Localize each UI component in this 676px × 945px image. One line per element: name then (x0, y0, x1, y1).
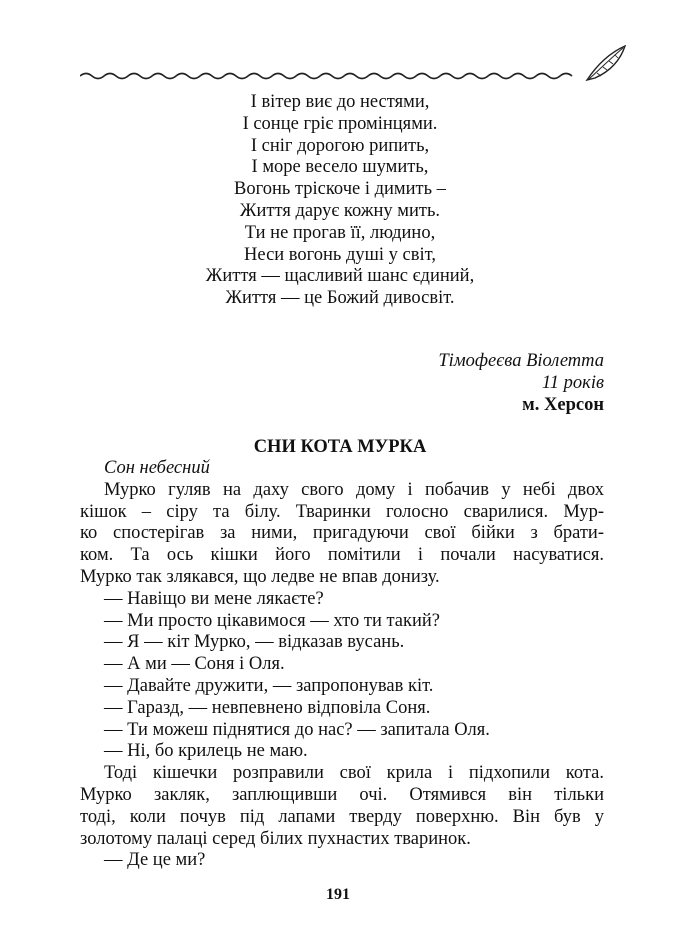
story-line: Мурко гуляв на даху свого дому і побачив у небі двох (104, 479, 604, 500)
dialogue-line: — Де це ми? (104, 850, 206, 871)
author-age: 11 років (541, 373, 604, 393)
poem (80, 92, 600, 310)
dialogue-line: — Ні, бо крилець не маю. (104, 741, 308, 762)
poem-line: Вогонь тріскоче і димить – (234, 179, 446, 200)
story-line: Мурко закляк, заплющивши очі. Отямився він тільки (80, 784, 604, 805)
poem-line: І вітер виє до нестями, (250, 92, 430, 112)
author-city: м. Херсон (522, 395, 604, 415)
dialogue-line: — Ми просто цікавимося — хто ти такий? (104, 610, 441, 631)
story-title: СНИ КОТА МУРКА (253, 437, 427, 457)
dialogue-line: — А ми — Соня і Оля. (104, 654, 285, 675)
story-line: Мурко так злякався, що ледве не впав донизу. (80, 566, 440, 587)
poem-line: Життя — це Божий дивосвіт. (225, 288, 455, 309)
dialogue-line: — Гаразд, — невпевнено відповіла Соня. (104, 697, 431, 718)
dialogue-line: — Ти можеш піднятися до нас? — запитала Оля. (104, 719, 490, 740)
header-ornament (80, 40, 630, 90)
story-subtitle: Сон небесний (104, 458, 210, 478)
story-line: тоді, коли почув під лапами тверду поверхню. Він був у (80, 806, 604, 827)
page-number: 191 (326, 886, 350, 903)
poem-line: І сонце гріє промінцями. (242, 113, 438, 134)
signature (438, 350, 604, 416)
poem-line: Ти не прогав її, людино, (244, 222, 436, 243)
dialogue-line: — Я — кіт Мурко, — відказав вусань. (104, 632, 405, 653)
story-line: ком. Та ось кішки його помітили і почали насуватися. (80, 545, 604, 566)
dialogue-line: — Навіщо ви мене лякаєте? (104, 588, 324, 609)
poem-line: І море весело шумить, (251, 157, 429, 178)
story-body (80, 458, 604, 872)
feather-quill-icon (587, 46, 625, 80)
story-line: ко спостерігав за ними, пригадуючи свої бійки з брати- (80, 523, 604, 544)
story-line: золотому палаці серед білих пухнастих тваринок. (80, 828, 471, 849)
poem-line: І сніг дорогою рипить, (250, 135, 430, 156)
story-line: Тоді кішечки розправили свої крила і підхопили кота. (104, 763, 604, 784)
dialogue-line: — Давайте дружити, — запропонував кіт. (104, 675, 434, 696)
author-name: Тімофеєва Віолетта (438, 351, 604, 371)
poem-line: Життя дарує кожну мить. (239, 200, 441, 221)
poem-line: Неси вогонь душі у світ, (244, 244, 436, 265)
poem-line: Життя — щасливий шанс єдиний, (205, 266, 475, 287)
wavy-divider-line (80, 74, 572, 79)
story-line: кішок – сіру та білу. Тваринки голосно сварилися. Мур- (80, 501, 604, 522)
